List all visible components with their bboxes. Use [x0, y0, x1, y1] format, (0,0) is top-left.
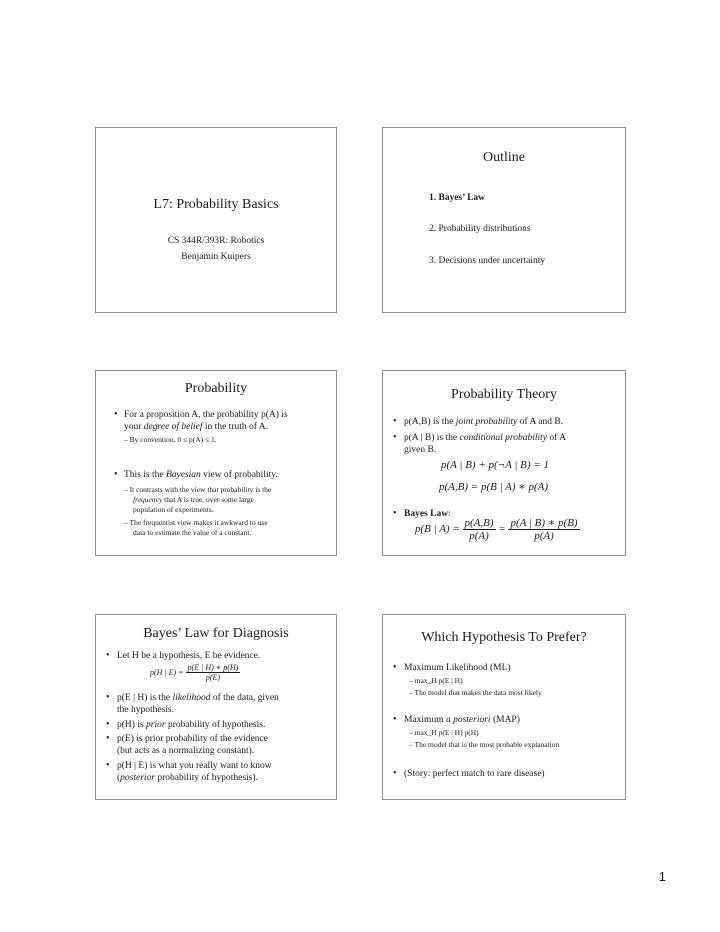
bullet-text: p(E) is prior probability of the evidence	[117, 734, 268, 744]
bullet-text: Bayes Law:	[404, 509, 451, 519]
slide-which-hypothesis	[382, 614, 626, 800]
sub-bullet: – The model that is the most probable explanation	[409, 740, 560, 749]
equation: p(A,B) = p(B | A) ∗ p(A)	[439, 481, 549, 493]
bullet-icon: •	[114, 469, 118, 480]
bullet-text: For a proposition A, the probability p(A) is	[124, 410, 288, 420]
bullet-icon: •	[106, 760, 110, 771]
fraction: $\frac{p(A | B) ∗ p(B)}{p(A)}$	[510, 517, 578, 542]
sub-bullet: – The model that makes the data most likely	[409, 688, 542, 697]
sub-bullet: frequency that A is true, over some large	[133, 495, 254, 504]
equation: p(A | B) + p(¬A | B) = 1	[441, 459, 549, 471]
sub-bullet: – It contrasts with the view that probability is the	[124, 485, 272, 494]
bullet-icon: •	[393, 432, 397, 443]
bullet-text: your degree of belief in the truth of A.	[124, 422, 268, 432]
slide-heading: Probability Theory	[451, 387, 557, 402]
bullet-icon: •	[106, 733, 110, 744]
bullet-icon: •	[393, 662, 397, 673]
sub-bullet: data to estimate the value of a constant.	[133, 528, 252, 537]
bullet-text: (posterior probability of hypothesis).	[117, 773, 258, 783]
outline-item: 2. Probability distributions	[429, 224, 531, 234]
bullet-icon: •	[106, 650, 110, 661]
slide-heading: Probability	[184, 381, 248, 396]
fraction: $\frac{p(E | H) ∗ p(H)}{p(E)}$	[187, 663, 239, 682]
slide-heading: Which Hypothesis To Prefer?	[421, 630, 587, 645]
outline-item: 3. Decisions under uncertainty	[429, 256, 546, 266]
bullet-text: given B.	[404, 445, 437, 455]
bullet-text: (Story: perfect match to rare disease)	[404, 769, 545, 779]
bullet-icon: •	[393, 768, 397, 779]
bayes-law-equation: p(B | A) = $\frac{p(A,B)}{p(A)}$ = $\frac{p(A | B) ∗ p(B)}{p(A)}$	[415, 516, 578, 542]
sub-bullet: – The frequentist view makes it awkward to use	[124, 518, 268, 527]
sub-bullet: – max_H p(E | H)	[409, 676, 463, 685]
fraction: $\frac{p(A,B)}{p(A)}$	[464, 516, 494, 542]
bullet-text: p(H) is prior probability of hypothesis.	[117, 720, 266, 730]
bayes-equation: p(H | E) = $\frac{p(E | H) ∗ p(H)}{p(E)}$	[150, 663, 239, 682]
bullet-icon: •	[393, 416, 397, 427]
slide-probability-theory	[382, 370, 626, 556]
course-name: CS 344R/393R: Robotics	[167, 236, 265, 246]
slide-title	[95, 127, 337, 313]
sub-bullet: – By convention, 0 ≤ p(A) ≤ 1.	[124, 435, 217, 444]
bullet-text: p(H | E) is what you really want to know	[117, 761, 272, 771]
bullet-text: This is the Bayesian view of probability.	[124, 470, 278, 480]
bullet-text: p(E | H) is the likelihood of the data, given	[117, 693, 279, 703]
slide-outline	[382, 127, 626, 313]
sub-bullet: population of experiments.	[133, 505, 214, 514]
bullet-icon: •	[393, 714, 397, 725]
bullet-text: Maximum a posteriori (MAP)	[404, 715, 520, 725]
bullet-text: the hypothesis.	[117, 705, 174, 715]
bullet-text: Maximum Likelihood (ML)	[404, 663, 511, 673]
bullet-text: Let H be a hypothesis, E be evidence.	[117, 651, 261, 661]
bullet-text: (but acts as a normalizing constant).	[117, 746, 255, 756]
author-name: Benjamin Kuipers	[181, 252, 251, 262]
bullet-icon: •	[106, 692, 110, 703]
slide-heading: Bayes’ Law for Diagnosis	[143, 626, 289, 641]
bullet-text: p(A | B) is the conditional probability of A	[404, 433, 567, 443]
bullet-icon: •	[114, 409, 118, 420]
outline-item: 1. Bayes’ Law	[429, 193, 486, 203]
bullet-icon: •	[393, 508, 397, 519]
bullet-icon: •	[106, 719, 110, 730]
sub-bullet: – max_H p(E | H) p(H)	[409, 728, 479, 737]
slide-probability	[95, 370, 337, 556]
page-number: 1	[658, 869, 666, 884]
bullet-text: p(A,B) is the joint probability of A and B.	[404, 417, 564, 427]
slide-title-heading: L7: Probability Basics	[153, 197, 279, 212]
slide-bayes-diagnosis	[95, 614, 337, 800]
slide-heading: Outline	[483, 150, 525, 165]
